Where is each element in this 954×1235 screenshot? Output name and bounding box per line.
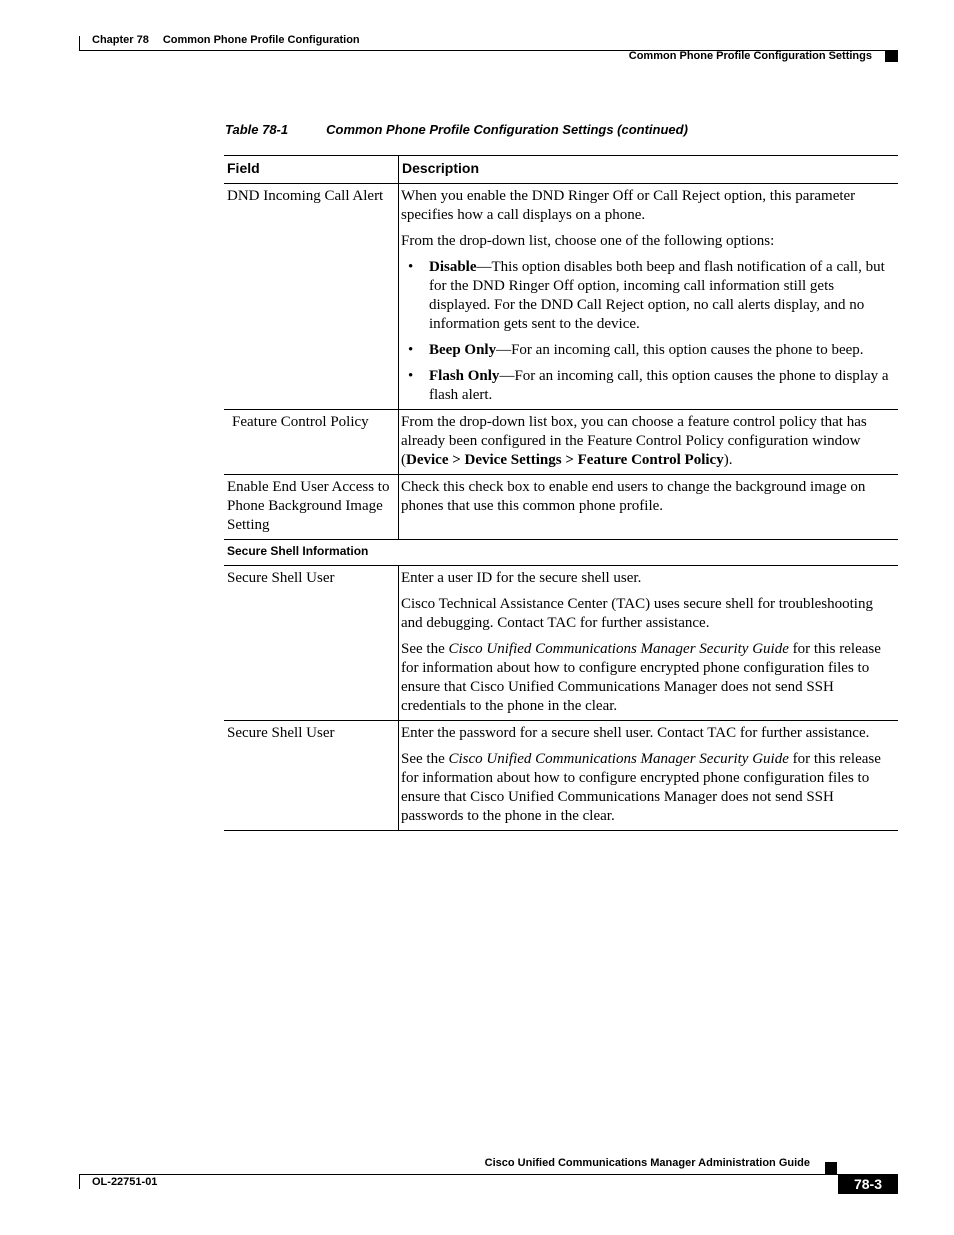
table-section-row bbox=[224, 540, 898, 566]
table-caption-title: Common Phone Profile Configuration Settings (continued) bbox=[326, 122, 688, 137]
description-feature-control-policy bbox=[399, 410, 899, 475]
column-header-description: Description bbox=[399, 156, 899, 184]
table-header-row bbox=[224, 156, 898, 184]
list-item-flash-only bbox=[401, 367, 896, 405]
paragraph: Enter a user ID for the secure shell user. bbox=[401, 570, 642, 586]
column-header-field: Field bbox=[224, 156, 399, 184]
running-header-section: Common Phone Profile Configuration Settings bbox=[628, 50, 872, 62]
chapter-title: Common Phone Profile Configuration bbox=[162, 34, 360, 46]
list-item-disable bbox=[401, 258, 896, 334]
field-dnd-incoming-call-alert: DND Incoming Call Alert bbox=[224, 184, 399, 410]
text: ). bbox=[723, 452, 733, 468]
paragraph bbox=[401, 750, 896, 826]
table-row bbox=[224, 410, 898, 475]
description-dnd-incoming-call-alert bbox=[399, 184, 899, 410]
text: for this release for information about how to configure encrypted phone configuration files to ensure that Cisco Unified Communications Manager does not send SSH passwords to the phone in the clear. bbox=[401, 751, 881, 824]
text: From the drop-down list box, you can choose a feature control policy that has already been configured in the Feature Control Policy configuration window ( bbox=[401, 414, 867, 468]
header-vertical-rule bbox=[79, 36, 80, 51]
running-header-chapter bbox=[92, 34, 360, 46]
footer-marker-block bbox=[825, 1162, 837, 1174]
option-name: Disable bbox=[429, 259, 477, 275]
paragraph bbox=[401, 640, 896, 716]
footer-doc-number: OL-22751-01 bbox=[92, 1176, 158, 1188]
footer-vertical-rule bbox=[79, 1174, 80, 1189]
footer-rule bbox=[79, 1174, 898, 1175]
paragraph: When you enable the DND Ringer Off or Call Reject option, this parameter specifies how a call displays on a phone. bbox=[401, 188, 856, 223]
description-secure-shell-password bbox=[399, 721, 899, 831]
option-text: —This option disables both beep and flash notification of a call, but for the DND Ringer Off option, incoming call information still gets displayed. For the DND Call Reject option, no call alerts display, and no information gets sent to the device. bbox=[429, 259, 885, 332]
option-text: —For an incoming call, this option causes the phone to beep. bbox=[496, 342, 864, 358]
option-text: —For an incoming call, this option causes the phone to display a flash alert. bbox=[429, 368, 889, 403]
paragraph: Cisco Technical Assistance Center (TAC) uses secure shell for troubleshooting and debugging. Contact TAC for further assistance. bbox=[401, 596, 873, 631]
table-row bbox=[224, 566, 898, 721]
guide-title: Cisco Unified Communications Manager Security Guide bbox=[448, 641, 789, 657]
settings-table bbox=[224, 155, 898, 831]
text: See the bbox=[401, 751, 449, 767]
guide-title: Cisco Unified Communications Manager Security Guide bbox=[448, 751, 789, 767]
option-name: Beep Only bbox=[429, 342, 497, 358]
text: for this release for information about how to configure encrypted phone configuration files to ensure that Cisco Unified Communications Manager does not send SSH credentials to the phone in the clear. bbox=[401, 641, 881, 714]
description-background-image-setting: Check this check box to enable end users to change the background image on phones that use this common phone profile. bbox=[399, 475, 899, 540]
menu-path: Device > Device Settings > Feature Control Policy bbox=[406, 452, 724, 468]
paragraph: From the drop-down list, choose one of the following options: bbox=[401, 233, 775, 249]
text: See the bbox=[401, 641, 449, 657]
option-name: Flash Only bbox=[429, 368, 500, 384]
field-secure-shell-user: Secure Shell User bbox=[224, 566, 399, 721]
table-row bbox=[224, 475, 898, 540]
header-marker-block bbox=[885, 50, 898, 62]
field-secure-shell-password: Secure Shell User bbox=[224, 721, 399, 831]
options-list bbox=[401, 258, 896, 405]
table-row bbox=[224, 721, 898, 831]
chapter-number: Chapter 78 bbox=[92, 34, 149, 46]
table-caption-number: Table 78-1 bbox=[225, 122, 289, 137]
paragraph: Enter the password for a secure shell user. Contact TAC for further assistance. bbox=[401, 725, 870, 741]
table-row bbox=[224, 184, 898, 410]
section-heading-secure-shell: Secure Shell Information bbox=[224, 540, 898, 566]
description-secure-shell-user bbox=[399, 566, 899, 721]
page-number: 78-3 bbox=[838, 1175, 898, 1194]
list-item-beep-only bbox=[401, 341, 896, 360]
field-background-image-setting: Enable End User Access to Phone Background Image Setting bbox=[224, 475, 399, 540]
field-feature-control-policy: Feature Control Policy bbox=[224, 410, 399, 475]
footer-guide-title: Cisco Unified Communications Manager Administration Guide bbox=[484, 1157, 810, 1169]
table-caption bbox=[225, 122, 688, 137]
